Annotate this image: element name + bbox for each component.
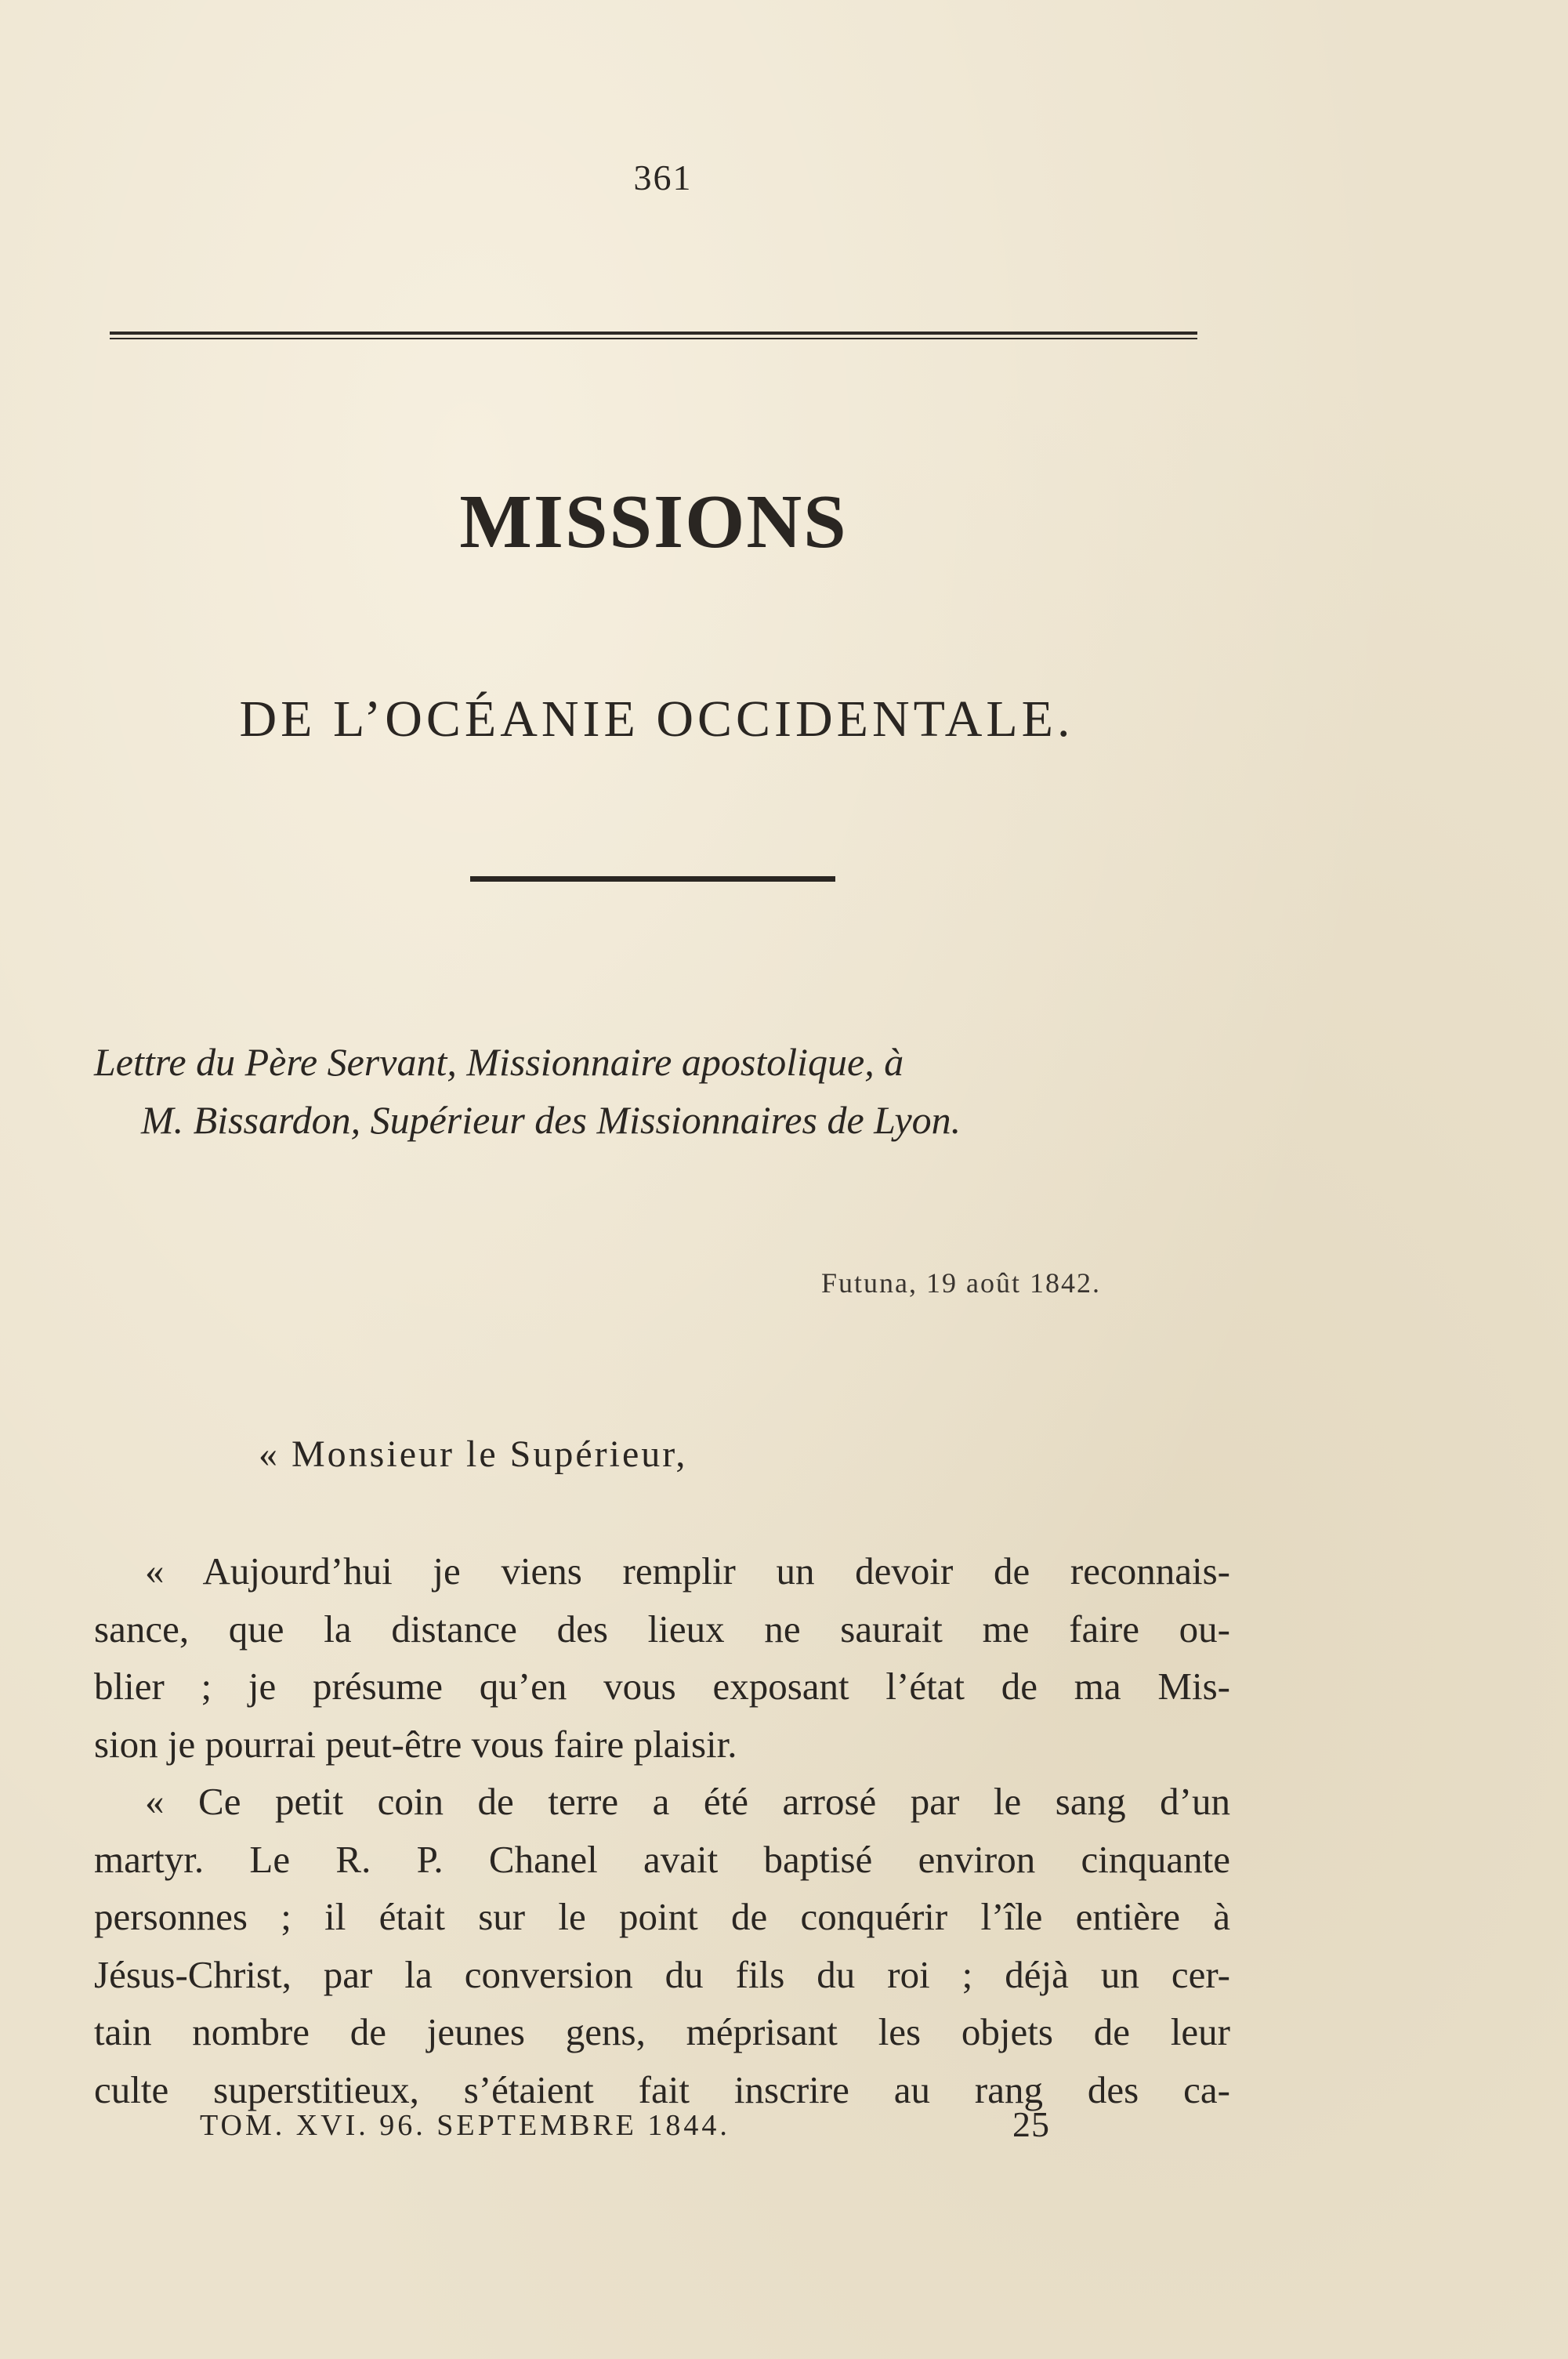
page-number: 361 xyxy=(633,158,693,197)
signature-mark: 25 xyxy=(1012,2104,1050,2144)
dateline: Futuna, 19 août 1842. xyxy=(821,1267,1101,1299)
body-line: sion je pourrai peut-être vous faire plaisir. xyxy=(94,1722,737,1766)
page-subtitle: DE L’OCÉANIE OCCIDENTALE. xyxy=(239,690,1074,748)
salutation: « Monsieur le Supérieur, xyxy=(259,1433,688,1475)
section-rule xyxy=(470,876,835,882)
body-line: « Aujourd’hui je viens remplir un devoir de reconnais- xyxy=(145,1549,1230,1593)
body-line: Jésus-Christ, par la conversion du fils du roi ; déjà un cer- xyxy=(94,1952,1230,1996)
letter-intro xyxy=(94,1033,1262,1149)
body-line: tain nombre de jeunes gens, méprisant les objets de leur xyxy=(94,2010,1230,2053)
page-title: MISSIONS xyxy=(459,480,848,564)
body-line: personnes ; il était sur le point de conquérir l’île entière à xyxy=(94,1895,1230,1938)
intro-line: Lettre du Père Servant, Missionnaire apostolique, à xyxy=(94,1040,904,1084)
top-rule xyxy=(110,332,1197,339)
intro-line: M. Bissardon, Supérieur des Missionnaires de Lyon. xyxy=(141,1098,961,1142)
page-footer xyxy=(200,2104,1062,2144)
body-line: blier ; je présume qu’en vous exposant l’état de ma Mis- xyxy=(94,1665,1230,1708)
body-line: martyr. Le R. P. Chanel avait baptisé environ cinquante xyxy=(94,1837,1230,1881)
volume-info: TOM. XVI. 96. SEPTEMBRE 1844. xyxy=(200,2109,730,2142)
body-line: sance, que la distance des lieux ne saurait me faire ou- xyxy=(94,1607,1230,1651)
body-text xyxy=(94,1542,1230,2118)
body-line: culte superstitieux, s’étaient fait inscrire au rang des ca- xyxy=(94,2067,1230,2111)
body-line: « Ce petit coin de terre a été arrosé par le sang d’un xyxy=(145,1780,1230,1823)
